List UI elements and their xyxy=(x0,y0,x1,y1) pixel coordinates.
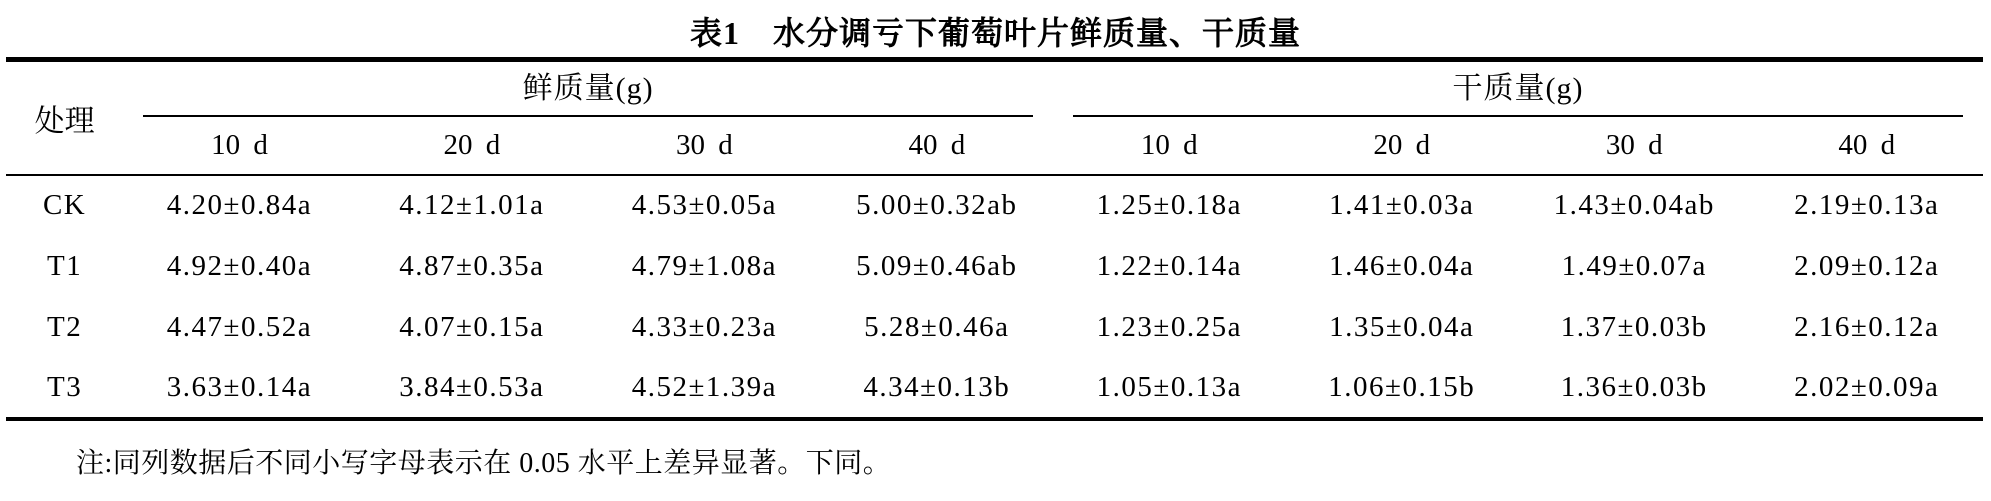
subcol-fresh-10d: 10 d xyxy=(123,117,355,175)
subcol-fresh-20d: 20 d xyxy=(356,117,588,175)
treatment-cell: CK xyxy=(42,189,87,221)
table-footnote: 注:同列数据后不同小写字母表示在 0.05 水平上差异显著。下同。 xyxy=(76,447,892,479)
value-cell: 4.53±0.05a xyxy=(631,189,777,221)
group-header-fresh-weight xyxy=(123,60,1053,117)
value-cell: 3.63±0.14a xyxy=(166,370,313,403)
value-cell: 4.52±1.39a xyxy=(631,370,777,403)
value-cell: 5.28±0.46a xyxy=(864,310,1010,343)
value-cell: 4.79±1.08a xyxy=(631,249,777,282)
value-cell: 2.02±0.09a xyxy=(1794,370,1940,403)
value-cell: 4.07±0.15a xyxy=(399,310,545,343)
value-cell: 4.87±0.35a xyxy=(399,249,545,282)
subcol-dry-40d: 40 d xyxy=(1750,117,1983,175)
subcol-fresh-40d: 40 d xyxy=(821,117,1054,175)
value-cell: 5.09±0.46ab xyxy=(856,249,1018,282)
value-cell: 4.92±0.40a xyxy=(166,249,313,282)
value-cell: 1.36±0.03b xyxy=(1560,370,1708,403)
value-cell: 1.49±0.07a xyxy=(1561,249,1707,282)
subcol-dry-30d: 30 d xyxy=(1518,117,1750,175)
value-cell: 4.34±0.13b xyxy=(863,370,1011,403)
table-row-t2 xyxy=(6,297,1983,358)
value-cell: 1.06±0.15b xyxy=(1328,370,1476,403)
value-cell: 3.84±0.53a xyxy=(399,370,545,403)
group-header-dry-weight xyxy=(1053,60,1983,117)
value-cell: 5.00±0.32ab xyxy=(856,189,1018,221)
table-row-ck xyxy=(6,175,1983,236)
value-cell: 1.43±0.04ab xyxy=(1553,189,1715,221)
subheader-row xyxy=(6,117,1983,175)
value-cell: 2.09±0.12a xyxy=(1794,249,1940,282)
group-label-dry-weight: 干质量(g) xyxy=(1073,63,1963,117)
subcol-dry-10d: 10 d xyxy=(1053,117,1285,175)
value-cell: 2.16±0.12a xyxy=(1794,310,1940,343)
group-header-row xyxy=(6,60,1983,117)
value-cell: 1.35±0.04a xyxy=(1329,310,1475,343)
subcol-dry-20d: 20 d xyxy=(1286,117,1518,175)
value-cell: 4.47±0.52a xyxy=(166,310,313,343)
value-cell: 1.05±0.13a xyxy=(1096,370,1242,403)
value-cell: 1.37±0.03b xyxy=(1560,310,1708,343)
value-cell: 1.23±0.25a xyxy=(1096,310,1242,343)
column-header-treatment: 处理 xyxy=(6,60,123,175)
value-cell: 1.41±0.03a xyxy=(1329,189,1475,221)
value-cell: 4.20±0.84a xyxy=(166,189,313,221)
treatment-cell: T3 xyxy=(47,370,83,403)
table-row-t3 xyxy=(6,358,1983,419)
value-cell: 1.25±0.18a xyxy=(1096,189,1242,221)
value-cell: 1.22±0.14a xyxy=(1096,249,1242,282)
group-label-fresh-weight: 鲜质量(g) xyxy=(143,63,1033,117)
value-cell: 4.33±0.23a xyxy=(631,310,777,343)
data-table xyxy=(6,57,1983,421)
table-row-t1 xyxy=(6,236,1983,297)
value-cell: 1.46±0.04a xyxy=(1329,249,1475,282)
treatment-cell: T2 xyxy=(47,310,83,343)
value-cell: 4.12±1.01a xyxy=(399,189,545,221)
subcol-fresh-30d: 30 d xyxy=(588,117,820,175)
treatment-cell: T1 xyxy=(47,249,83,282)
value-cell: 2.19±0.13a xyxy=(1794,189,1940,221)
table-title: 表1 水分调亏下葡萄叶片鲜质量、干质量 xyxy=(689,15,1301,51)
